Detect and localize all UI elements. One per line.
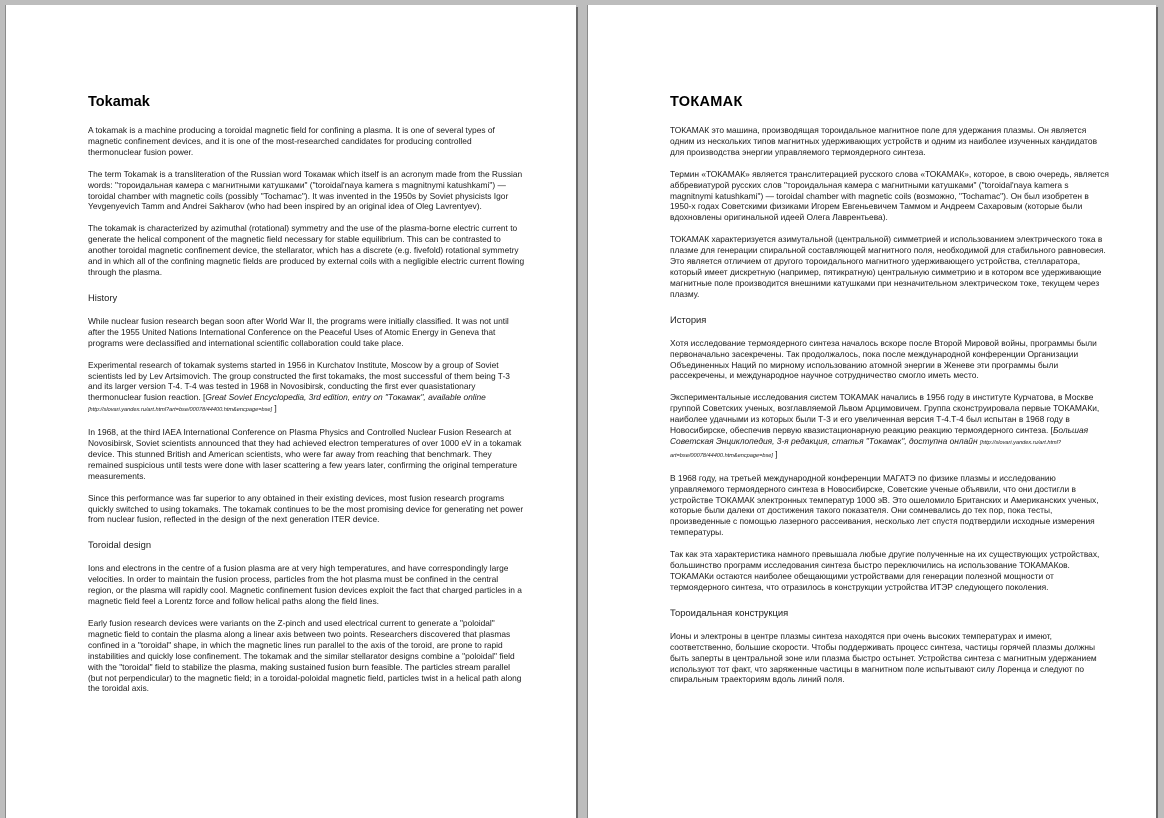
citation-end: ] [772,448,778,459]
citation-url: [http://slovari.yandex.ru/art.html?art=bse/00078/44400.htm&encpage=bse] [88,407,273,414]
paragraph-history-3: В 1968 году, на третьей международной конференции МАГАТЭ по физике плазмы и исследованию управляемого термоядерного синтеза в Новосибирске, Советские ученые объявили, что они достигли в устройстве ТОКАМАК электронных температур 1000 эВ. Это ошеломило Британских и Американских ученых, которые были далеки от достижения такого показателя. Они сомневались до тех пор, пока тесты, произведенные с помощью лазерного рассеивания, несколько лет спустя подтвердили исходные измерения температуры. [670,472,1099,538]
section-heading-history: History [88,291,118,303]
paragraph-etymology: The term Tokamak is a transliteration of the Russian word Токамак which itself is an acronym made from the Russian words: "тороидальная камера с магнитными катушками" ("toroidal'naya kamera s magnitnymi katushkami") — toroidal chamber with magnetic coils (possibly "Tochamac"). It was invented in the 1950s by Soviet physicists Igor Yevgenyevich Tamm and Andrei Sakharov (who had been inspired by an original idea of Oleg Lavrentyev). [88,168,523,212]
paragraph-intro: A tokamak is a machine producing a toroidal magnetic field for confining a plasma. It is one of several types of magnetic confinement devices, and it is one of the most-researched candidates for producing controlled thermonuclear fusion power. [88,125,495,157]
paragraph-text: Experimental research of tokamak systems started in 1956 in Kurchatov Institute, Moscow by a group of Soviet scientists led by Lev Artsimovich. The group constructed the first tokamaks, the most successful of them being T-3 and its larger version T-4. T-4 was tested in 1968 in Novosibirsk, conducting the first ever quasistationary thermonuclear fusion reaction. [ [88,359,510,403]
page-title: ТОКАМАК [670,94,743,110]
section-heading-toroidal: Тороидальная конструкция [670,606,789,618]
paragraph-history-2 [670,392,1112,461]
paragraph-toroidal-2: Early fusion research devices were variants on the Z-pinch and used electrical current to generate a "poloidal" magnetic field to contain the plasma along a linear axis between two points. Researchers discovered that plasmas confined in a "toroidal" shape, in which the magnetic lines run parallel to the axis of the toroid, are prone to rapid instabilities and quickly lose confinement. The tokamak and the similar stellarator designs combine a "poloidal" field with the "toroidal" field to stabilize the plasma, making sustained fusion burn feasible. The particles stream parallel (but not perpendicular) to the magnetic field; in a toroidal-poloidal magnetic field, particles twist in a helical path along the toroidal axis. [88,618,522,694]
paragraph-etymology: Термин «ТОКАМАК» является транслитерацией русского слова «ТОКАМАК», которое, в свою очередь, является аббревиатурой русских слов "тороидальная камера с магнитными катушками" ("toroidal'naya kamera s magnitnymi katushkami") — toroidal chamber with magnetic coils (возможно, "Tochamac"). Он был изобретен в 1950-х годах Советскими физиками Игорем Евгеньевичем Таммом и Андреем Сахаровым (которые были вдохновлены оригинальной идеей Олега Лаврентьева). [670,168,1109,223]
citation-end: ] [272,403,277,414]
paragraph-characteristics: ТОКАМАК характеризуется азимутальной (центральной) симметрией и использованием электрического тока в плазме для генерации спиральной составляющей магнитного поля, необходимой для стабильного равновесия. Это является отличием от другого тороидального магнитного удерживающего устройства, стелларатора, который имеет дискретную (например, пятикратную) центральную симметрию и в котором все удерживающие магнитные поле производится внешними катушками при незначительном электрическом токе, текущем через плазму. [670,234,1106,299]
paragraph-text: Экспериментальные исследования систем ТОКАМАК начались в 1956 году в институте Курчатова, в Москве группой Советских ученых, возглавляемой Львом Арцимовичем. Группа сконструировала первые ТОКАМАКи, наиболее удачными из которых были Т-3 и его увеличенная версия Т-4.Т-4 был испытан в 1968 году в Новосибирске, обеспечив первую квазистационарную реакцию реакцию термоядерного синтеза. [ [670,392,1100,436]
section-heading-history: История [670,313,707,325]
paragraph-intro: ТОКАМАК это машина, производящая тороидальное магнитное поле для удержания плазмы. Он является одним из нескольких типов магнитных удерживающих устройств и одним из наиболее изученных кандидатов для производства энергии управляемого термоядерного синтеза. [670,125,1098,157]
document-page-russian [588,5,1156,818]
paragraph-history-4: Since this performance was far superior to any obtained in their existing devices, most fusion research programs quickly switched to using tokamaks. The tokamak continues to be the most promising device for generating net power from nuclear fusion, reflected in the design of the next generation ITER device. [88,492,524,525]
paragraph-history-4: Так как эта характеристика намного превышала любые другие полученные на их существующих устройствах, большинство программ исследования синтеза быстро переключились на использование ТОКАМАКов. ТОКАМАКи остаются наиболее обещающими устройствами для генерации полезной мощности от термоядерного синтеза, что отразилось в конструкции устройства ИТЭР следующего поколения. [670,549,1100,592]
paragraph-toroidal-1: Ions and electrons in the centre of a fusion plasma are at very high temperatures, and have correspondingly large velocities. In order to maintain the fusion process, particles from the hot plasma must be confined in the central region, or the plasma will rapidly cool. Magnetic confinement fusion devices exploit the fact that charged particles in a magnetic field feel a Lorentz force and follow helical paths along the field lines. [88,563,522,607]
citation: Great Soviet Encyclopedia, 3rd edition, entry on "Токамак", available online [205,392,486,403]
citation-url: [http://slovari.yandex.ru/art.html?art=bse/00078/44400.htm&encpage=bse] [670,439,1062,459]
paragraph-toroidal-1: Ионы и электроны в центре плазмы синтеза находятся при очень высоких температурах и имеют, соответственно, большие скорости. Чтобы поддерживать процесс синтеза, частицы горячей плазмы должны быть заперты в центральной зоне или плазма быстро остынет. Устройства синтеза с магнитным удержанием используют тот факт, что заряженные частицы в магнитном поле испытывают силу Лоренца и следуют по спиральным траекториям вдоль линий поля. [670,630,1097,685]
paragraph-history-1: Хотя исследование термоядерного синтеза началось вскоре после Второй Мировой войны, программы были первоначально засекречены. Так продолжалось, пока после международной конференции Организации Объединенных Наций по мирному использованию атомной энергии в Женеве эти программы были рассекречены, и международное научное сотрудничество смогло иметь место. [670,337,1097,381]
paragraph-characteristics: The tokamak is characterized by azimuthal (rotational) symmetry and the use of the plasma-borne electric current to generate the helical component of the magnetic field necessary for stable equilibrium. This can be contrasted to another toroidal magnetic confinement device, the stellarator, which has a discrete (e.g. fivefold) rotational symmetry and in which all of the confining magnetic fields are produced by external coils with a negligible electric current flowing through the plasma. [88,223,525,277]
section-heading-toroidal: Toroidal design [88,539,152,551]
citation: Большая Советская Энциклопедия, 3-я редакция, статья "Токамак", доступна онлайн [670,425,1089,446]
paragraph-history-3: In 1968, at the third IAEA International Conference on Plasma Physics and Controlled Nuclear Fusion Research at Novosibirsk, Soviet scientists announced that they had achieved electron temperatures of over 1000 eV in a tokamak device. This stunned British and American scientists, who were far away from reaching that benchmark. They remained suspicious until tests were done with laser scattering a few years later, confirming the original temperature measurements. [88,427,522,481]
paragraph-history-2 [88,360,526,417]
document-page-english [6,5,576,818]
page-title: Tokamak [88,94,150,110]
paragraph-history-1: While nuclear fusion research began soon after World War II, the programs were initially classified. It was not until after the 1955 United Nations International Conference on the Peaceful Uses of Atomic Energy in Geneva that programs were declassified and international scientific collaboration could take place. [88,315,509,348]
